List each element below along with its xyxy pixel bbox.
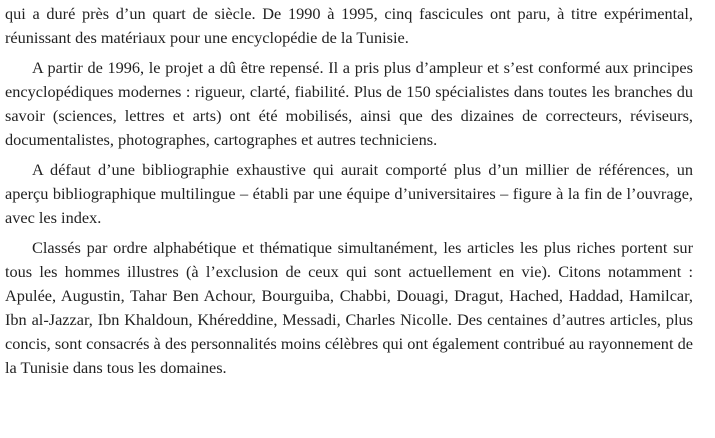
paragraph-articles: Classés par ordre alphabétique et thématique simultanément, les articles les plus riches portent sur tous les hommes illustres (à l’exclusion de ceux qui sont actuellement en vie). Citons notamment : Apulée, Augustin, Tahar Ben Achour, Bourguiba, Chabbi, Douagi, Dragut, Hached, Haddad, Hamilcar, Ibn al-Jazzar, Ibn Khaldoun, Khéreddine, Messadi, Charles Nicolle. Des centaines d’autres articles, plus concis, sont consacrés à des personnalités moins célèbres qui ont également contribué au rayonnement de la Tunisie dans tous les domaines. [5,238,693,377]
paragraph-continuation: qui a duré près d’un quart de siècle. De 1990 à 1995, cinq fascicules ont paru, à titre expérimental, réunissant des matériaux pour une encyclopédie de la Tunisie. [5,4,693,47]
paragraph-bibliography: A défaut d’une bibliographie exhaustive qui aurait comporté plus d’un millier de références, un aperçu bibliographique multilingue – établi par une équipe d’universitaires – figure à la fin de l’ouvrage, avec les index. [5,160,693,227]
document-page [5,2,693,386]
paragraph-project-redesign: A partir de 1996, le projet a dû être repensé. Il a pris plus d’ampleur et s’est conformé aux principes encyclopédiques modernes : rigueur, clarté, fiabilité. Plus de 150 spécialistes dans toutes les branches du savoir (sciences, lettres et arts) ont été mobilisés, ainsi que des dizaines de correcteurs, réviseurs, documentalistes, photographes, cartographes et autres techniciens. [5,58,693,149]
